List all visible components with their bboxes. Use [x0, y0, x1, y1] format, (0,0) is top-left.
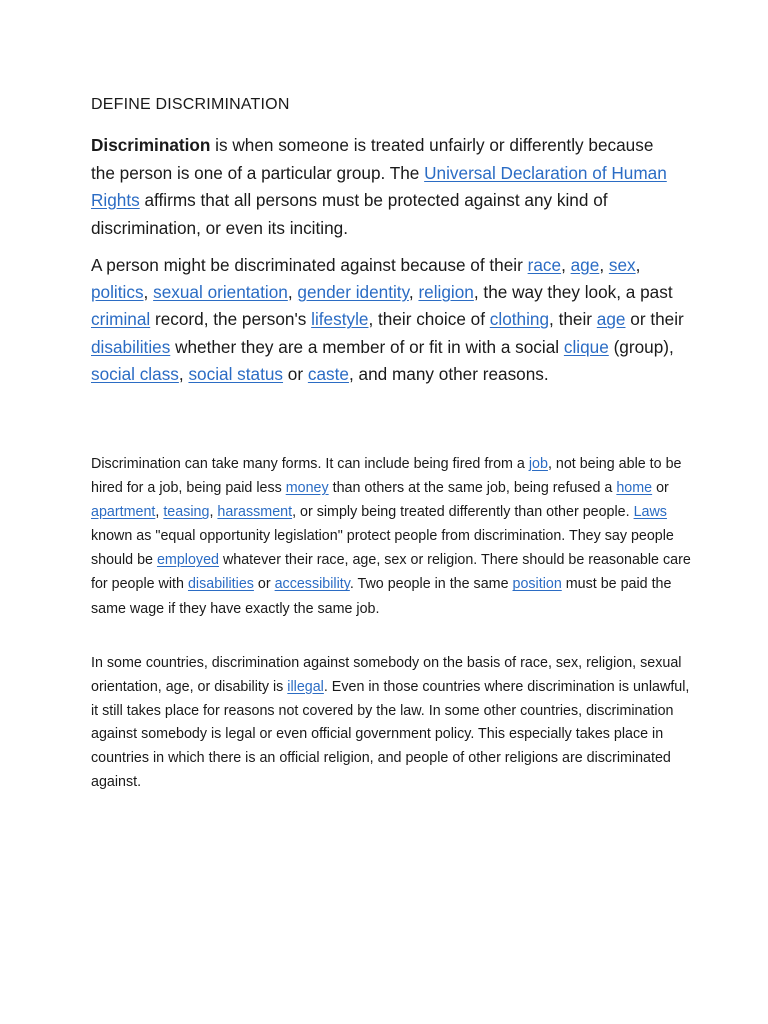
- text-run: or: [283, 363, 308, 384]
- link-sex[interactable]: sex: [608, 255, 636, 275]
- text-run: . Even in those countries where discrimination is unlawful, it still takes place for reasons not covered by the law. In some other countries, discrimination against somebody is legal or even official government policy. This especially takes place in countries in which there is an official religion, and people of other religions are discriminated against.: [91, 678, 690, 790]
- text-run: ,: [209, 504, 218, 521]
- text-run: , or simply being treated differently than other people.: [292, 504, 634, 521]
- text-run: or their: [625, 309, 684, 330]
- text-run: is when someone is treated unfairly or differently because the person is one of a particular group. The: [91, 135, 654, 183]
- text-run: must be paid the same wage if they have exactly the same job.: [91, 576, 672, 617]
- text-run: whatever their race, age, sex or religion. There should be reasonable care for people with: [91, 552, 691, 593]
- text-run: A person might be discriminated against because of their: [91, 255, 528, 275]
- link-age-2[interactable]: age: [596, 309, 626, 330]
- link-age[interactable]: age: [570, 255, 600, 275]
- text-run: , the way they look, a past: [473, 282, 673, 303]
- text-run: whether they are a member of or fit in with a social: [170, 336, 564, 357]
- link-clique[interactable]: clique: [563, 336, 609, 357]
- paragraph-grounds: [91, 252, 691, 388]
- term-discrimination: Discrimination: [91, 135, 211, 155]
- link-position[interactable]: position: [512, 576, 562, 593]
- link-employed[interactable]: employed: [156, 552, 219, 569]
- text-run: ,: [408, 282, 419, 303]
- text-run: ,: [599, 255, 609, 275]
- link-apartment[interactable]: apartment: [91, 504, 156, 521]
- link-job[interactable]: job: [528, 456, 548, 472]
- document-heading: DEFINE DISCRIMINATION: [91, 96, 290, 113]
- text-run: than others at the same job, being refused a: [328, 480, 617, 497]
- link-lifestyle[interactable]: lifestyle: [311, 309, 369, 330]
- text-run: , and many other reasons.: [348, 363, 549, 384]
- link-universal-declaration[interactable]: Universal Declaration of Human Rights: [91, 162, 667, 210]
- link-criminal[interactable]: criminal: [91, 309, 151, 330]
- link-disabilities[interactable]: disabilities: [91, 336, 171, 357]
- text-run: known as "equal opportunity legislation" protect people from discrimination. They say people should be: [91, 528, 674, 569]
- text-run: or: [253, 576, 275, 593]
- text-run: , their choice of: [368, 309, 490, 330]
- paragraph-countries: [91, 652, 691, 795]
- link-gender-identity[interactable]: gender identity: [297, 282, 409, 303]
- link-money[interactable]: money: [285, 480, 329, 497]
- link-caste[interactable]: caste: [307, 363, 349, 384]
- link-clothing[interactable]: clothing: [489, 309, 550, 330]
- link-illegal[interactable]: illegal: [287, 678, 324, 695]
- text-run: ,: [155, 504, 164, 521]
- link-home[interactable]: home: [616, 480, 653, 497]
- link-disabilities-2[interactable]: disabilities: [187, 576, 254, 593]
- text-run: ,: [635, 255, 641, 275]
- link-laws[interactable]: Laws: [633, 504, 667, 521]
- link-harassment[interactable]: harassment: [217, 504, 293, 521]
- link-accessibility[interactable]: accessibility: [274, 576, 350, 593]
- link-social-status[interactable]: social status: [188, 363, 284, 384]
- text-run: ,: [178, 363, 189, 384]
- text-run: , their: [549, 309, 597, 330]
- text-run: ,: [143, 282, 154, 303]
- link-politics[interactable]: politics: [91, 282, 144, 303]
- text-run: (group),: [608, 336, 674, 357]
- text-run: Discrimination can take many forms. It can include being fired from a: [91, 456, 529, 472]
- link-race[interactable]: race: [527, 255, 562, 275]
- text-run: ,: [287, 282, 298, 303]
- text-run: In some countries, discrimination against somebody on the basis of race, sex, religion, sexual orientation, age, or disability is: [91, 655, 682, 695]
- paragraph-forms: [91, 452, 691, 621]
- text-run: . Two people in the same: [349, 576, 513, 593]
- paragraph-definition: [91, 132, 681, 242]
- text-run: or: [652, 480, 669, 497]
- link-social-class[interactable]: social class: [91, 363, 179, 384]
- link-sexual-orientation[interactable]: sexual orientation: [153, 282, 288, 303]
- text-run: ,: [561, 255, 571, 275]
- link-religion[interactable]: religion: [418, 282, 474, 303]
- text-run: record, the person's: [150, 309, 312, 330]
- text-run: , not being able to be hired for a job, being paid less: [91, 456, 682, 497]
- text-run: affirms that all persons must be protected against any kind of discrimination, or even its inciting.: [91, 190, 608, 238]
- link-teasing[interactable]: teasing: [163, 504, 210, 521]
